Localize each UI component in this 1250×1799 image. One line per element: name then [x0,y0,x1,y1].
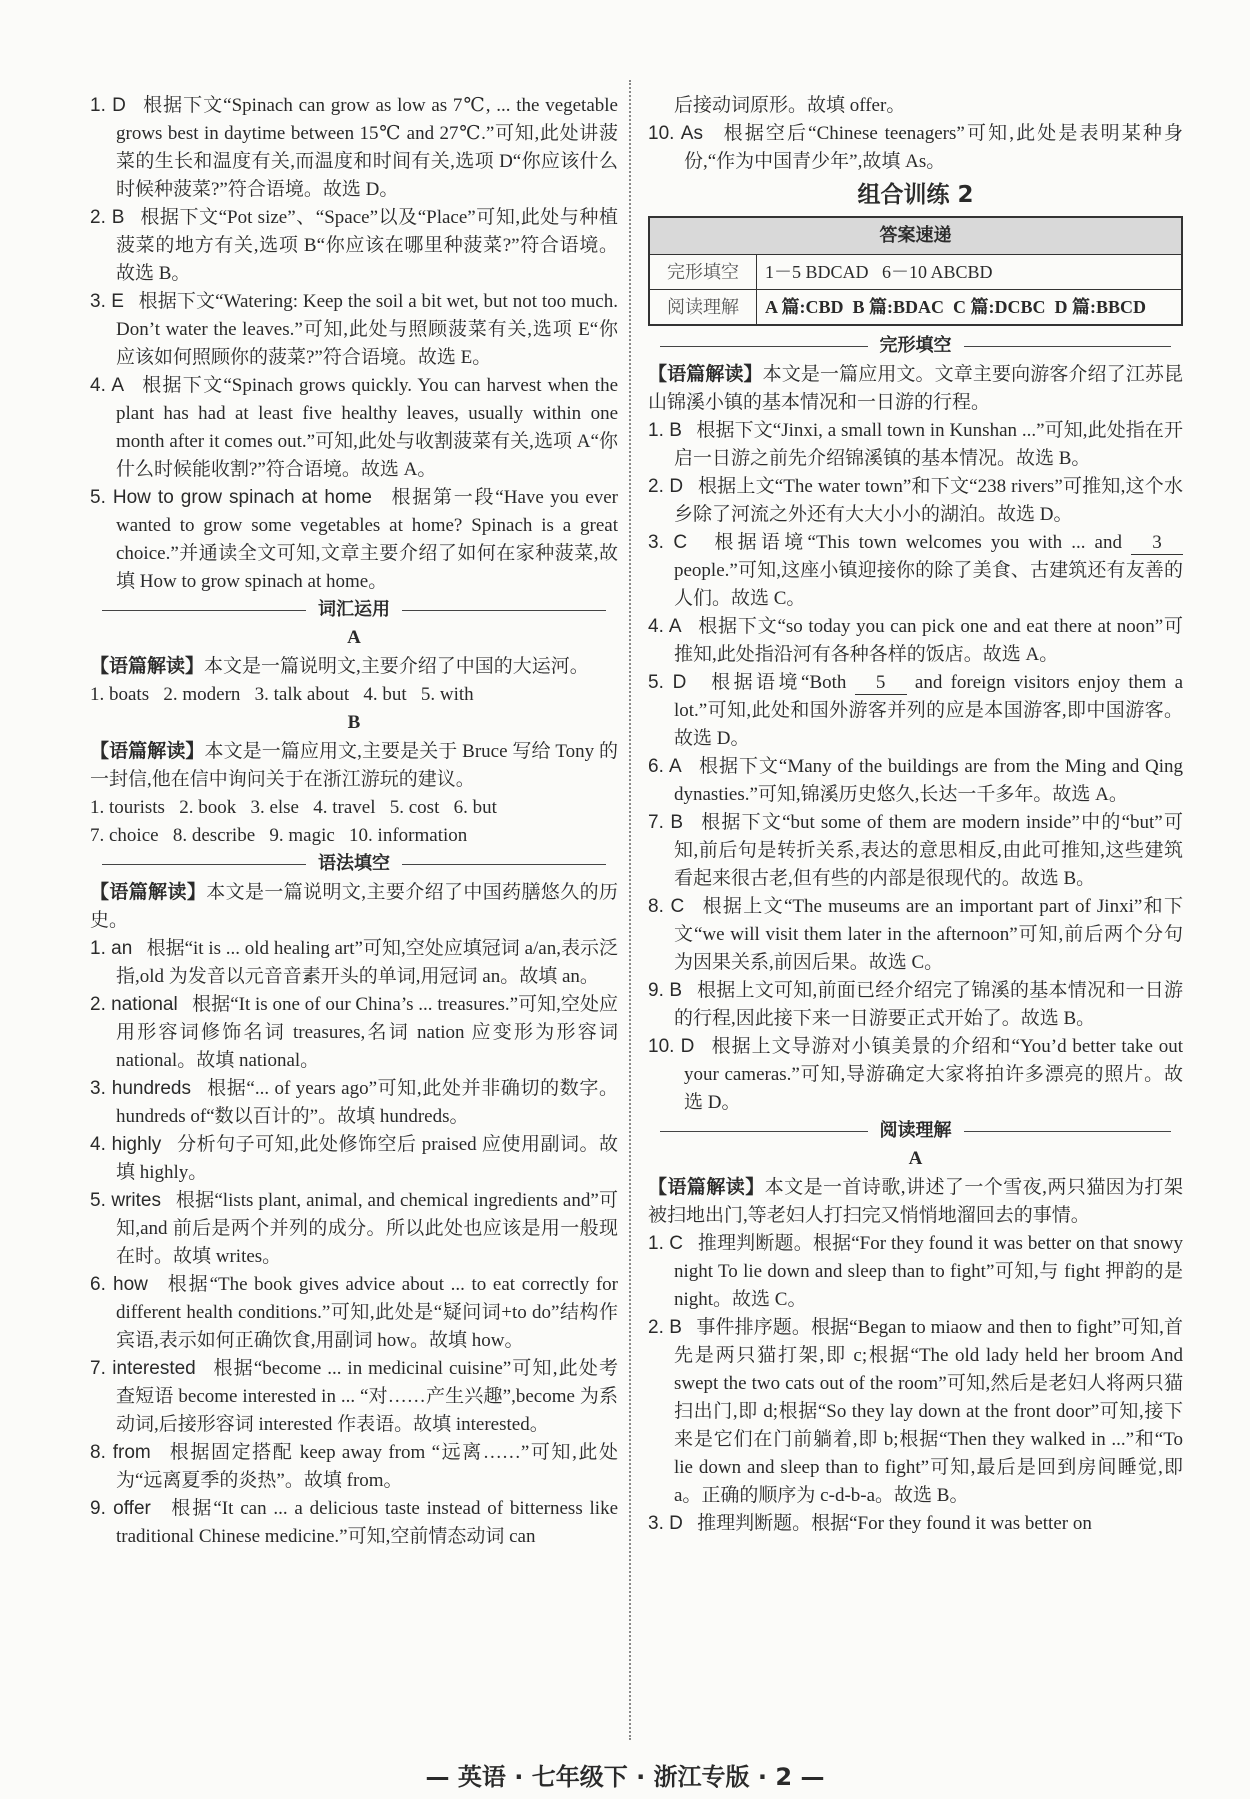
row-value: 1－5 BDCAD 6－10 ABCBD [757,255,1183,290]
item-answer: 1. C [648,1233,684,1254]
intro-text: 本文是一篇应用文。文章主要向游客介绍了江苏昆山锦溪小镇的基本情况和一日游的行程。 [648,364,1183,413]
item-answer: 2. B [90,207,125,228]
item-explanation: 事件排序题。根据“Began to miaow and then to fight”可知,首先是两只猫打架,即 c;根据“The old lady held her broom And swept the two cats out of the room”可知,然后是老妇人将两只猫扫出门,即 d;根据“So they lay down at the front door”可知,接下来是它们在门前躺着,即 b;根据“Then they walked in ...”和“To lie down and sleep than to fight”可知,最后是回到房间睡觉,即 a。正确的顺序为 c-d-b-a。故选 B。 [674,1317,1183,1506]
item-answer: 7. B [648,812,684,833]
item-answer: 3. hundreds [90,1078,191,1099]
blank-number: 5 [855,672,907,695]
left-column [90,92,618,1551]
answer-item [90,204,618,288]
item-answer: 5. writes [90,1190,161,1211]
item-explanation: 根据下文“but some of them are modern inside”中的“but”可知,前后句是转折关系,表达的意思相反,由此可推知,这些建筑看起来很古老,但有些的内部是很现代的。故选 B。 [674,812,1183,889]
vocab-a-intro [90,652,618,681]
item-answer: 3. E [90,291,124,312]
item-explanation: 根据下文“Watering: Keep the soil a bit wet, but not too much. Don’t water the leaves.”可知,此处与照顾菠菜有关,选项 E“你应该如何照顾你的菠菜?”符合语境。故选 E。 [116,291,618,368]
item-answer: 3. C [648,532,688,553]
item-answer: 2. national [90,994,178,1015]
item-answer: 4. highly [90,1134,162,1155]
item-explanation: 根据下文“Many of the buildings are from the Ming and Qing dynasties.”可知,锦溪历史悠久,长达一千多年。故选 A。 [674,756,1184,805]
intro-tag: 【语篇解读】 [90,881,207,903]
item-answer: 8. from [90,1442,151,1463]
item-answer: 8. C [648,896,685,917]
intro-tag: 【语篇解读】 [648,363,763,385]
answer-item [648,1033,1183,1117]
item-answer: 1. D [90,95,126,116]
item-explanation: 根据上文可知,前面已经介绍完了锦溪的基本情况和一日游的行程,因此接下来一日游要正式开始了。故选 B。 [674,980,1183,1029]
section-heading-vocab: 词汇运用 [90,596,618,624]
intro-text: 本文是一篇说明文,主要介绍了中国的大运河。 [204,656,589,677]
answer-item [648,1230,1183,1314]
answer-table [648,216,1183,326]
answer-item [648,893,1183,977]
item-answer: 2. D [648,476,684,497]
item-explanation: 根据上文导游对小镇美景的介绍和“You’d better take out your cameras.”可知,导游确定大家将拍许多漂亮的照片。故选 D。 [684,1036,1183,1113]
answer-item [90,1187,618,1271]
item-explanation: 根据“... of years ago”可知,此处并非确切的数字。hundreds of“数以百计的”。故填 hundreds。 [116,1078,619,1127]
item-answer: 3. D [648,1513,683,1534]
item-answer: 5. D [648,672,687,693]
blank-number: 3 [1131,532,1183,555]
grammar-intro [90,878,618,935]
item-explanation: 分析句子可知,此处修饰空后 praised 应使用副词。故填 highly。 [116,1134,618,1183]
page-footer: — 英语 · 七年级下 · 浙江专版 · 2 — [425,1763,825,1791]
item-explanation: 根据下文“Jinxi, a small town in Kunshan ...”可知,此处指在开启一日游之前先介绍锦溪镇的基本情况。故选 B。 [674,420,1183,469]
answer-item [90,1355,618,1439]
answer-item [648,809,1183,893]
item-explanation: 根据“lists plant, animal, and chemical ingredients and”可知,and 前后是两个并列的成分。所以此处也应该是用一般现在时。故填 writes。 [116,1190,618,1267]
answer-item [648,753,1183,809]
grammar-item-9-continued: 后接动词原形。故填 offer。 [674,95,906,116]
item-answer: 9. offer [90,1498,151,1519]
table-row [649,255,1182,290]
item-explanation-rest: people.”可知,这座小镇迎接你的除了美食、古建筑还有友善的人们。故选 C。 [674,560,1183,609]
section-heading-reading: 阅读理解 [648,1117,1183,1145]
item-explanation: 根据下文“so today you can pick one and eat there at noon”可推知,此处指沿河有各种各样的饭店。故选 A。 [674,616,1184,665]
item-explanation: 根据“It is one of our China’s ... treasures.”可知,空处应用形容词修饰名词 treasures,名词 nation 应变形为形容词 national。故填 national。 [116,994,619,1071]
column-divider [629,80,631,1740]
answer-item [90,935,618,991]
item-explanation: 推理判断题。根据“For they found it was better on that snowy night To lie down and sleep than to fight”可知,与 fight 押韵的是 night。故选 C。 [674,1233,1183,1310]
item-answer: 1. an [90,938,133,959]
answer-item [90,92,618,204]
answer-item [90,1439,618,1495]
item-explanation: 根据“become ... in medicinal cuisine”可知,此处考查短语 become interested in ... “对……产生兴趣”,become 为系动词,后接形容词 interested 作表语。故填 interested。 [116,1358,618,1435]
item-answer: 4. A [648,616,682,637]
vocab-part-a-label: A [347,627,361,648]
item-explanation: 根据下文“Spinach can grow as low as 7℃, ... the vegetable grows best in daytime between 15℃ and 27℃.”可知,此处讲菠菜的生长和温度有关,而温度和时间有关,选项 D“你应该什么时候种菠菜?”符合语境。故选 D。 [116,95,618,200]
vocab-part-b-label: B [347,712,361,733]
item-explanation: 根据“It can ... a delicious taste instead of bitterness like traditional Chinese medicine.”可知,空前情态动词 can [116,1498,618,1547]
item-answer: 10. As [648,123,703,144]
item-explanation: 根据语境“This town welcomes you with ... and [714,532,1131,553]
item-answer: 1. B [648,420,682,441]
right-column [648,92,1183,1538]
answer-item [648,977,1183,1033]
answer-item [648,1510,1183,1538]
item-answer: 4. A [90,375,125,396]
vocab-a-answers: 1. boats 2. modern 3. talk about 4. but 5. with [90,684,474,705]
answer-item [90,288,618,372]
item-answer: 2. B [648,1317,682,1338]
item-explanation: 根据上文“The water town”和下文“238 rivers”可推知,这个水乡除了河流之外还有大大小小的湖泊。故选 D。 [674,476,1183,525]
reading-part-a-label: A [908,1148,923,1169]
item-explanation: 根据空后“Chinese teenagers”可知,此处是表明某种身份,“作为中国青少年”,故填 As。 [684,123,1184,172]
page-section-title: 组合训练 2 [857,182,974,208]
row-label: 阅读理解 [649,290,757,326]
item-explanation: 根据“it is ... old healing art”可知,空处应填冠词 a/an,表示泛指,old 为发音以元音音素开头的单词,用冠词 an。故填 an。 [116,938,619,987]
vocab-b-answers-2: 7. choice 8. describe 9. magic 10. information [90,825,468,846]
cloze-intro [648,360,1183,417]
intro-tag: 【语篇解读】 [648,1176,765,1198]
answer-item [648,1314,1183,1510]
item-answer: 7. interested [90,1358,196,1379]
row-value: A 篇:CBD B 篇:BDAC C 篇:DCBC D 篇:BBCD [757,290,1183,326]
item-answer: 10. D [648,1036,695,1057]
answer-item [648,669,1183,753]
reading-intro [648,1173,1183,1230]
item-explanation: 根据固定搭配 keep away from “远离……”可知,此处为“远离夏季的炎热”。故填 from。 [116,1442,619,1491]
item-explanation: 根据上文“The museums are an important part of Jinxi”和下文“we will visit them later in the afternoon”可知,前后两个分句为因果关系,前因后果。故选 C。 [674,896,1184,973]
row-label: 完形填空 [649,255,757,290]
answer-item [648,473,1183,529]
answer-item [648,417,1183,473]
intro-text: 本文是一首诗歌,讲述了一个雪夜,两只猫因为打架被扫地出门,等老妇人打扫完又悄悄地溜回去的事情。 [648,1177,1183,1226]
answer-item [648,613,1183,669]
answer-item [90,991,618,1075]
item-explanation: 根据语境“Both [711,672,855,693]
item-explanation: 根据下文“Spinach grows quickly. You can harvest when the plant has had at least five healthy leaves, usually within one month after it comes out.”可知,此处与收割菠菜有关,选项 A“你什么时候能收割?”符合语境。故选 A。 [116,375,618,480]
answer-item [90,1131,618,1187]
intro-tag: 【语篇解读】 [90,655,205,677]
intro-text: 本文是一篇应用文,主要是关于 Bruce 写给 Tony 的一封信,他在信中询问关于在浙江游玩的建议。 [90,741,618,790]
intro-text: 本文是一篇说明文,主要介绍了中国药膳悠久的历史。 [90,882,618,931]
item-answer: 5. How to grow spinach at home [90,487,372,508]
grammar-item-10 [648,120,1183,176]
answer-item [90,1495,618,1551]
section-heading-grammar: 语法填空 [90,850,618,878]
item-answer: 9. B [648,980,683,1001]
item-explanation-rest: and foreign visitors enjoy them a lot.”可知,此处和国外游客并列的应是本国游客,即中国游客。故选 D。 [674,672,1184,749]
intro-tag: 【语篇解读】 [90,740,205,762]
vocab-b-intro [90,737,618,794]
vocab-b-answers-1: 1. tourists 2. book 3. else 4. travel 5. cost 6. but [90,797,497,818]
item-answer: 6. how [90,1274,148,1295]
answer-item [90,1271,618,1355]
table-row [649,290,1182,326]
item-answer: 6. A [648,756,682,777]
answer-table-header: 答案速递 [649,217,1182,255]
item-explanation: 根据下文“Pot size”、“Space”以及“Place”可知,此处与种植菠菜的地方有关,选项 B“你应该在哪里种菠菜?”符合语境。故选 B。 [116,207,618,284]
section-heading-cloze: 完形填空 [648,332,1183,360]
item-explanation: 根据第一段“Have you ever wanted to grow some vegetables at home? Spinach is a great choice.”并通读全文可知,文章主要介绍了如何在家种菠菜,故填 How to grow spinach at home。 [116,487,619,592]
answer-item [90,1075,618,1131]
answer-item [90,372,618,484]
answer-item [90,484,618,596]
item-explanation: 推理判断题。根据“For they found it was better on [697,1513,1092,1534]
answer-item [648,529,1183,613]
item-explanation: 根据“The book gives advice about ... to eat correctly for different health conditions.”可知,此处是“疑问词+to do”结构作宾语,表示如何正确饮食,用副词 how。故填 how。 [116,1274,619,1351]
